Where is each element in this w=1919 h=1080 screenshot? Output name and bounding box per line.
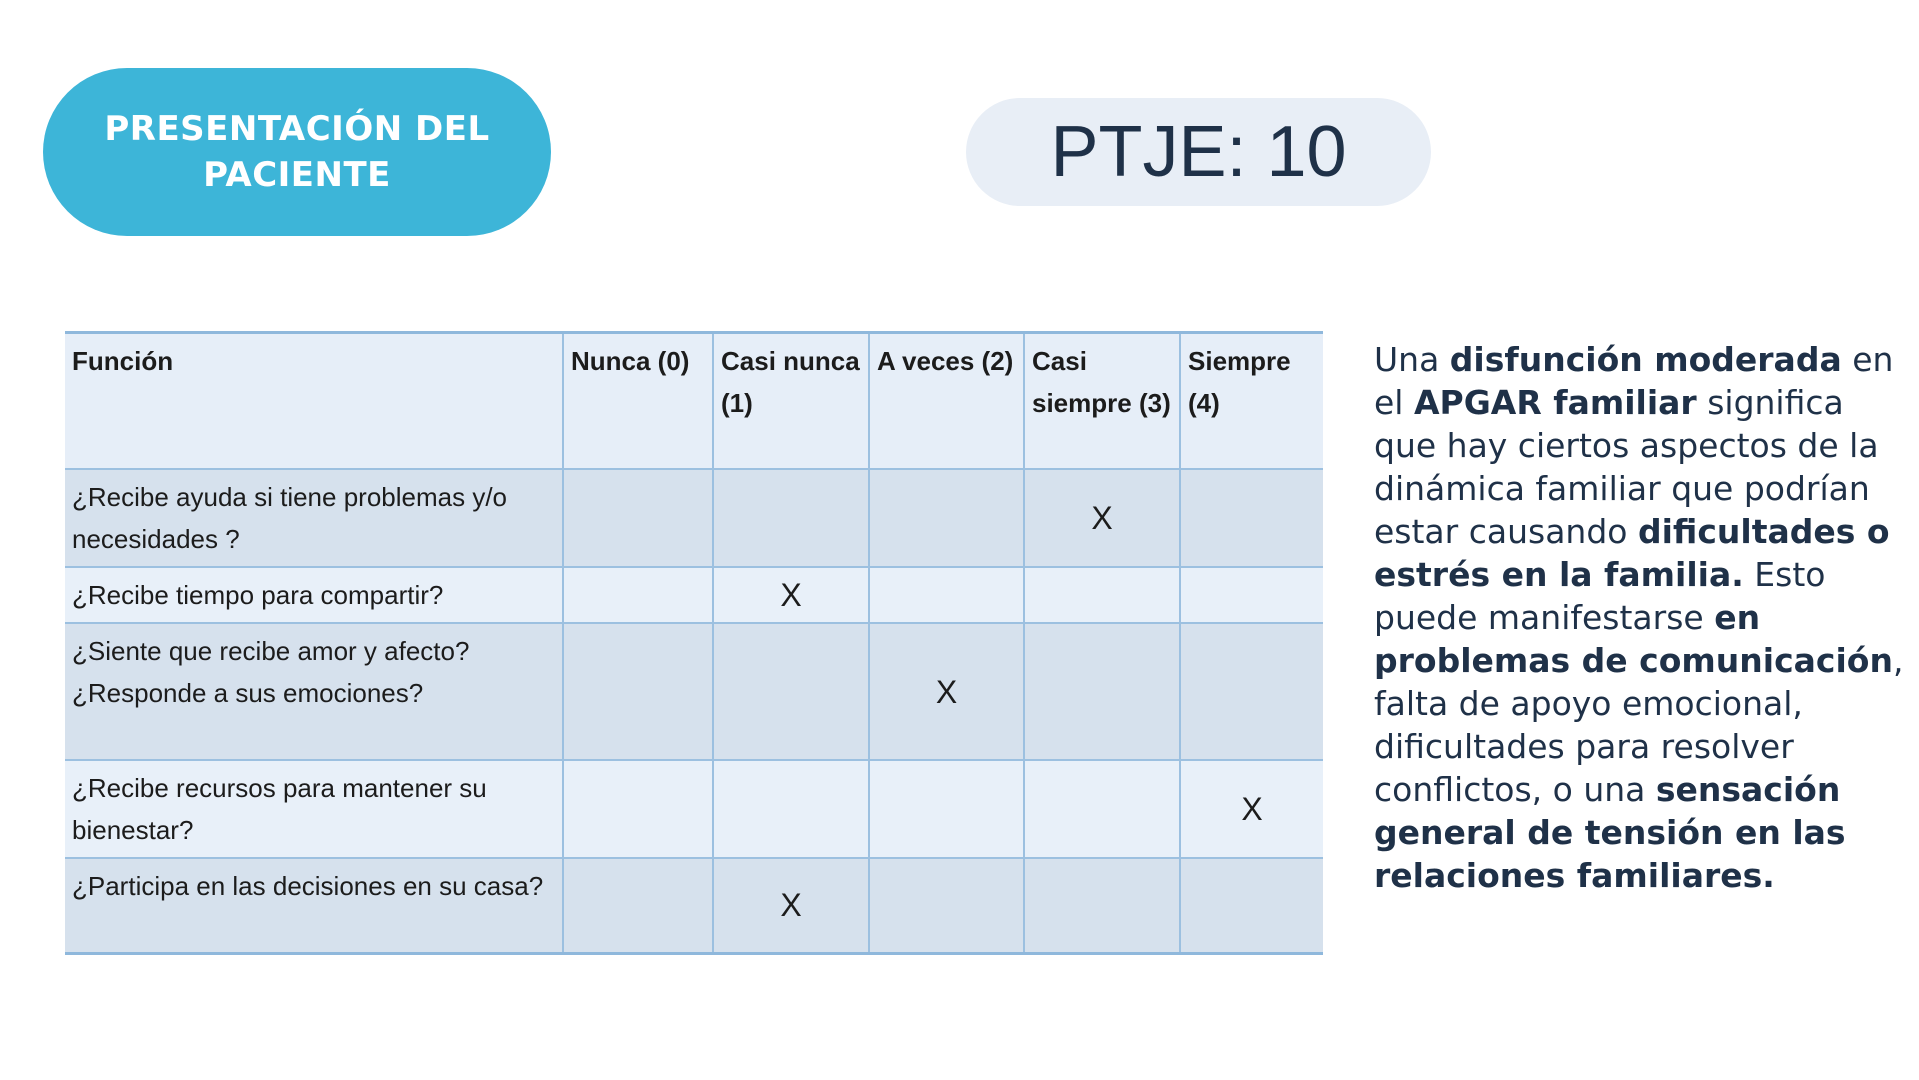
table-row <box>65 623 1323 760</box>
answer-cell <box>563 858 713 953</box>
score-badge <box>966 98 1431 206</box>
answer-cell: X <box>1024 469 1180 567</box>
answer-cell: X <box>713 858 869 953</box>
title-line-1: PRESENTACIÓN DEL <box>104 109 490 149</box>
body-text: significa que hay ciertos aspectos de la dinámica familiar que podrían estar causando <box>1374 383 1879 551</box>
question-cell: ¿Siente que recibe amor y afecto? ¿Responde a sus emociones? <box>65 623 563 760</box>
answer-cell <box>713 469 869 567</box>
answer-cell <box>869 760 1024 858</box>
answer-cell <box>1024 760 1180 858</box>
answer-cell <box>563 567 713 623</box>
answer-cell <box>869 858 1024 953</box>
body-text: Una <box>1374 340 1450 379</box>
answer-cell: X <box>869 623 1024 760</box>
answer-cell <box>1180 567 1323 623</box>
question-cell: ¿Participa en las decisiones en su casa? <box>65 858 563 953</box>
answer-cell <box>869 469 1024 567</box>
interpretation-paragraph <box>1374 338 1909 897</box>
answer-cell <box>1180 623 1323 760</box>
answer-cell <box>1180 858 1323 953</box>
table-row <box>65 567 1323 623</box>
answer-cell <box>1024 623 1180 760</box>
answer-cell <box>1180 469 1323 567</box>
header-nunca: Nunca (0) <box>563 333 713 470</box>
header-casi-nunca: Casi nunca (1) <box>713 333 869 470</box>
emphasis-text: dificultades o estrés en la familia. <box>1374 512 1890 594</box>
answer-cell <box>713 760 869 858</box>
answer-cell <box>563 760 713 858</box>
table-row <box>65 760 1323 858</box>
answer-cell <box>869 567 1024 623</box>
table-row <box>65 469 1323 567</box>
emphasis-text: APGAR familiar <box>1413 383 1697 422</box>
section-title-badge <box>43 68 551 236</box>
body-text: en el <box>1374 340 1894 422</box>
question-cell: ¿Recibe tiempo para compartir? <box>65 567 563 623</box>
body-text: , falta de apoyo emocional, dificultades para resolver conflictos, o una <box>1374 641 1904 809</box>
table-row <box>65 858 1323 953</box>
title-line-2: PACIENTE <box>203 155 391 195</box>
header-casi-siempre: Casi siempre (3) <box>1024 333 1180 470</box>
header-a-veces: A veces (2) <box>869 333 1024 470</box>
answer-cell <box>713 623 869 760</box>
answer-cell: X <box>1180 760 1323 858</box>
score-label: PTJE: 10 <box>1050 112 1347 192</box>
answer-cell <box>563 623 713 760</box>
emphasis-text: sensación general de tensión en las relaciones familiares. <box>1374 770 1846 895</box>
answer-cell <box>563 469 713 567</box>
apgar-table <box>65 331 1323 955</box>
body-text: Esto puede manifestarse <box>1374 555 1826 637</box>
header-siempre: Siempre (4) <box>1180 333 1323 470</box>
answer-cell <box>1024 567 1180 623</box>
question-cell: ¿Recibe ayuda si tiene problemas y/o necesidades ? <box>65 469 563 567</box>
table-header-row <box>65 333 1323 470</box>
answer-cell: X <box>713 567 869 623</box>
emphasis-text: en problemas de comunicación <box>1374 598 1893 680</box>
question-cell: ¿Recibe recursos para mantener su bienestar? <box>65 760 563 858</box>
answer-cell <box>1024 858 1180 953</box>
header-funcion: Función <box>65 333 563 470</box>
emphasis-text: disfunción moderada <box>1449 340 1842 379</box>
